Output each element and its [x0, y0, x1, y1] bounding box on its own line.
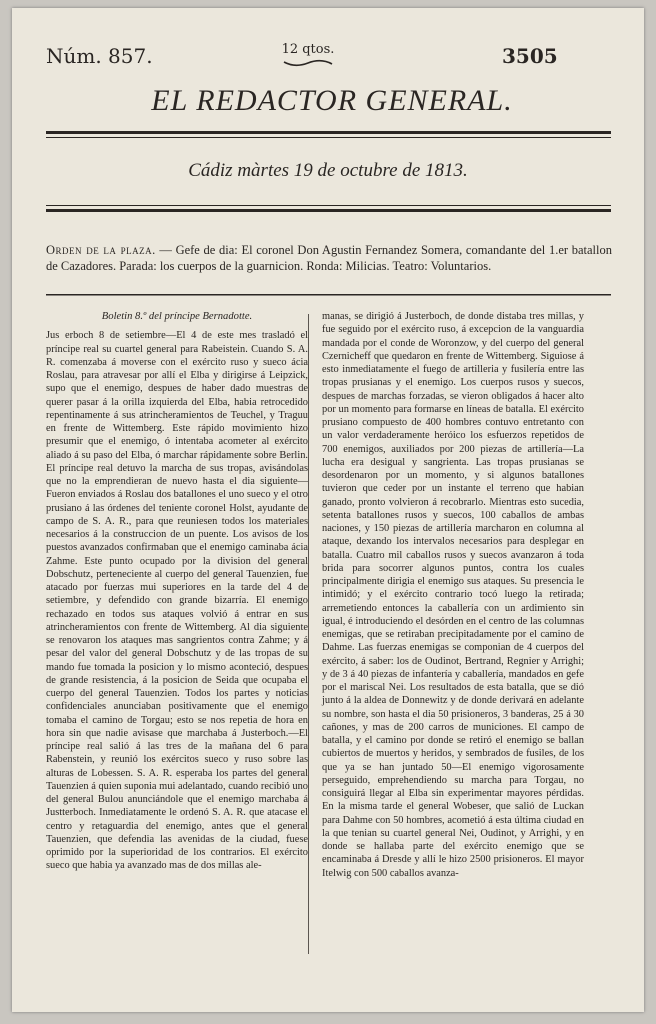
boletin-left-paragraph: Jus erboch 8 de setiembre—El 4 de este mes trasladó el príncipe real su cuartel general para Rabeistein. Cuando S. A. R. comenzaba á moverse con el exército ruso y sueco ácia Roslau, para atravesar por allí el Elba y dirigirse á Leipzick, supo que el enemigo, despues de haber dado muestras de querer pasar á la orilla izquierda del Elba, habia retrocedido repentinamente á sus atrincheramientos de Teuchel, y Traguu en frente de Wittemberg. Este rápido movimiento hizo presumir que el enemigo, ó intentaba acometer al exército aliado á su paso del Elba, ó marchar rápidamente sobre Berlin. El príncipe real detuvo la marcha de sus tropas, avisándolas que no la emprendieran de nuevo hasta el dia siguiente—Fueron enviados á Roslau dos batallones el uno sueco y el otro prusiano á las órdenes del teniente coronel Holst, ayudante de campo de S. A. R., para que reuniesen todos los materiales necesarios á la construccion de un puente. Los avisos de los puestos avanzados confirmaban que el enemigo caminaba ácia Zahme. Este punto ocupado por la division del general Dobschutz, perteneciente al cuerpo del general Tauenzien, fue atacado por fuerzas mui superiores en la tarde del 4 de setiembre, y defendido con grande bizarría. El enemigo rechazado en todos sus ataques volvió á entrar en sus atrincheramientos con frente de Wittemberg. Al dia siguiente se renovaron los ataques mas sangrientos contra Zahme; y á pesar del valor del general Dobschutz y de las tropas de su mando fue tomada la posicion y lo mismo aconteció, despues de grande resistencia, á la posicion de Seida que ocupaba el cuerpo del general Tauenzien. Todos los partes y noticias confidenciales anunciaban positivamente que el enemigo tomaba el camino de Torgau; esto se nos repetia de hora en hora sin que nadie avisase que marchaba á Justerboch.—El príncipe real salió á las tres de la mañana del 6 para Rabenstein, y reunió los exércitos sueco y ruso sobre las alturas de Lobessen. S. A. R. esperaba los partes del general Tauenzien á quien suponia mui adelantado, cuando recibió uno del general Bulou anunciándole que el enemigo marchaba á Justterboch. Inmediatamente le ordenó S. A. R. que atacase el centro y retaguardia del enemigo, antes que el general Tauenzien, que defendia las avenidas de la ciudad, fuese oprimido por la superioridad de los contrarios. El exército sueco que habia ya avanzado mas de dos millas ale- — [46, 330, 308, 872]
boletin-right-paragraph: manas, se dirigió á Justerboch, de donde distaba tres millas, y fue seguido por el exército ruso, á excepcion de la vanguardia mandada por el conde de Woronzow, y del cuerpo del general Czernicheff que quedaron en frente de Wittemberg. Siguiose á esto inmediatamente el fuego de artilleria y fusilería entre las tropas prusianas y el enemigo. Los cuerpos rusos y suecos, despues de marchas forzadas, se vieron obligados á hacer alto por un momento para formarse en líneas de batalla. El exército prusiano compuesto de 400 hombres contuvo entretanto con un valor verdaderamente heróico los esfuerzos repetidos de 700 enemigos, auxiliados por 200 piezas de artillería—La lucha era desigual y sangrienta. Las tropas prusianas se desordenaron por un momento, y si algunos batallones tuvieron que ceder por un instante el terreno que habian ganado, pronto volvieron á recobrarlo. Mientras esto sucedia, setenta batallones rusos y suecos, 100 caballos de ambas naciones, y 150 piezas de artillería marcharon en columna al ataque, dexando los intervalos necesarios para desplegar en batalla. Cuatro mil caballos rusos y suecos avanzaron á toda brida para socorrer algunos puntos, contra los cuales principalmente dirigia el enemigo sus ataques. Su presencia le intimidó; y el exército contrario tocó luego la retirada; arremetiendo entonces la caballería con un ardimiento sin igual, é introduciendo el desórden en el centro de las columnas enemigas, que se retiraban precipitadamente por el camino de Dahme. Las fuerzas enemigas se componian de 4 cuerpos del exército, á saber: los de Oudinot, Bertrand, Regnier y Arrighi; y de 3 á 40 piezas de infantería y caballería, mandados en gefe por el mariscal Nei. Los resultados de esta batalla, que se dió junto á la aldea de Donnewitz y de donde derivará en adelante su nombre, son hasta el dia 50 prisioneros, 3 banderas, 25 á 30 cañones, y mas de 200 carros de municiones. El campo de batalla, y el camino por donde se retiró el enemigo se ballan cubiertos de muertos y heridos, y sembrados de fusiles, de los que ya se han juntado 50—El enemigo vigorosamente perseguido, emprehendiendo su marcha para Torgau, no consiguirá llegar al Elba sin experimentar mayores pérdidas. En la misma tarde el general Wobeser, que salió de Luckan para Dahme con 50 hombres, acometió á esta última ciudad en la que tenian su cuartel general Nei, Oudinot, y Arrighi, y en donde se hallaba parte del exército enemigo que se encaminaba á Dresde y allí le hizo 2500 prisioneros. El mayor Itelwig con 500 caballos avanza- — [322, 311, 584, 879]
orden-heading: Orden de la plaza. — [46, 243, 156, 257]
right-column — [322, 310, 584, 880]
column-divider — [308, 314, 309, 954]
left-column — [46, 310, 308, 873]
issue-number: Núm. 857. — [46, 44, 153, 68]
boletin-title: Boletin 8.º del príncipe Bernadotte. — [101, 311, 253, 322]
newspaper-page — [12, 8, 644, 1012]
title-rule — [46, 130, 611, 142]
dateline: Cádiz màrtes 19 de octubre de 1813. — [188, 160, 468, 181]
newspaper-title: EL REDACTOR GENERAL. — [151, 84, 513, 117]
orden-de-la-plaza — [46, 242, 612, 274]
page-number: 3505 — [502, 44, 558, 68]
orden-text: — Gefe de dia: El coronel Don Agustin Fernandez Somera, comandante del 1.er batallon de Cazadores. Parada: los cuerpos de la guarnicion. Ronda: Milicias. Teatro: Voluntarios. — [46, 243, 612, 273]
dateline-rule — [46, 204, 611, 218]
flourish-ornament — [282, 58, 334, 68]
orden-rule — [46, 293, 611, 296]
price: 12 qtos. — [281, 42, 335, 57]
